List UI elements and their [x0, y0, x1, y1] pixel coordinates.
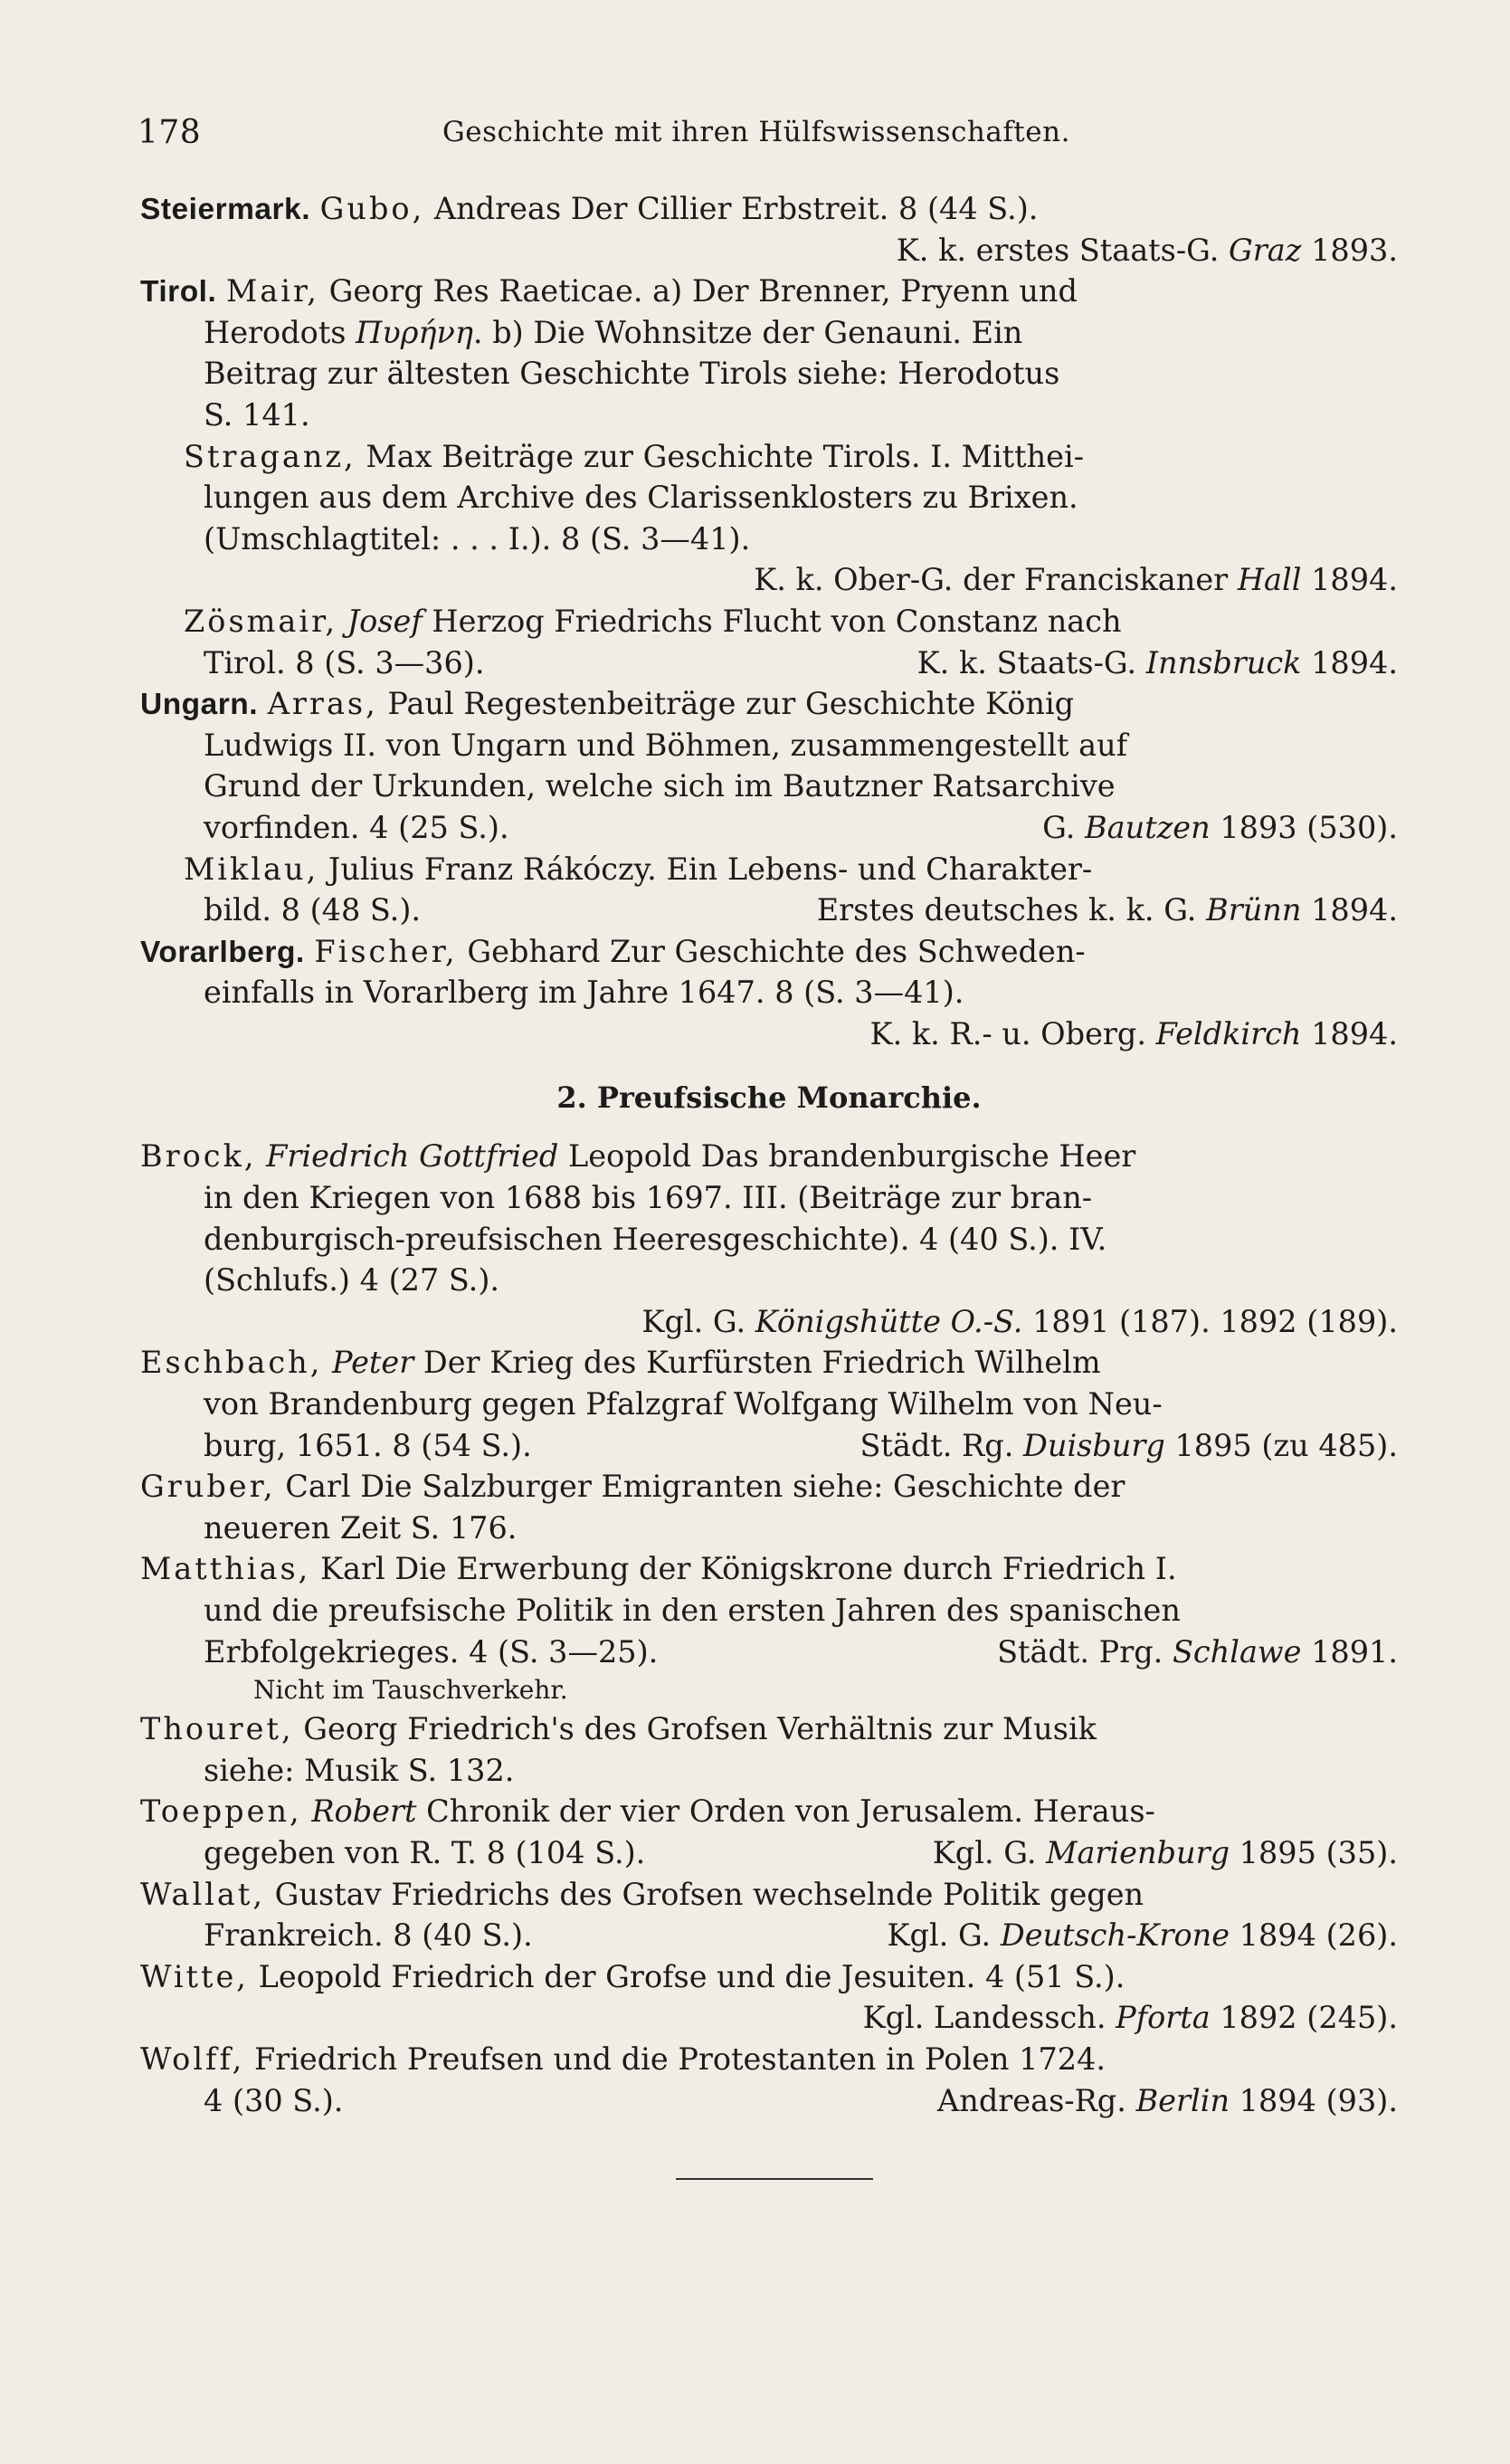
entry-text: Tirol. 8 (S. 3—36).	[204, 644, 485, 680]
entry-text: burg, 1651. 8 (54 S.).	[204, 1427, 532, 1463]
school-city: Schlawe	[1172, 1633, 1302, 1670]
entry-fischer	[140, 931, 1398, 1055]
entry-text: Max Beiträge zur Geschichte Tirols. I. Mitthei-	[356, 438, 1085, 474]
end-rule	[676, 2178, 873, 2180]
entry-text: von Brandenburg gegen Pfalzgraf Wolfgang Wilhelm von Neu-	[204, 1386, 1163, 1422]
year: 1894.	[1301, 644, 1398, 680]
entry-eschbach	[140, 1342, 1398, 1466]
school-name: Städt. Rg.	[859, 1427, 1024, 1463]
year: 1893.	[1301, 232, 1398, 268]
year: 1894.	[1301, 892, 1398, 928]
school-name: K. k. Staats-G.	[916, 644, 1146, 680]
entry-text: und die preufsische Politik in den ersten Jahren des spanischen	[204, 1593, 1181, 1628]
entry-text: Leopold Das brandenburgische Heer	[558, 1138, 1136, 1175]
entry-text: Chronik der vier Orden von Jerusalem. Heraus-	[416, 1793, 1155, 1830]
school-city: Bautzen	[1085, 809, 1211, 845]
entry-text: Georg Friedrich's des Grofsen Verhältnis zur Musik	[293, 1711, 1097, 1747]
entry-gubo	[140, 188, 1398, 271]
entry-text: Andreas Der Cillier Erbstreit. 8 (44 S.).	[424, 191, 1039, 226]
school-city: Berlin	[1135, 2082, 1230, 2118]
running-title: Geschichte mit ihren Hülfswissenschaften.	[442, 116, 1070, 148]
author-firstname: Robert	[301, 1793, 417, 1830]
note-text: Nicht im Tauschverkehr.	[253, 1675, 568, 1706]
entry-text: (Umschlagtitel: . . . I.). 8 (S. 3—41).	[204, 520, 751, 557]
region-heading: Steiermark.	[140, 193, 310, 226]
entry-text: Herzog Friedrichs Flucht von Constanz nach	[422, 603, 1122, 639]
entry-text: gegeben von R. T. 8 (104 S.).	[204, 1834, 646, 1870]
school-city: Duisburg	[1023, 1427, 1165, 1463]
entry-straganz	[140, 436, 1398, 601]
school-city: Feldkirch	[1155, 1015, 1302, 1051]
school-city: Hall	[1237, 562, 1302, 598]
year: 1891.	[1301, 1633, 1398, 1670]
entry-text: Friedrich Preufsen und die Protestanten in Polen 1724.	[244, 2041, 1106, 2077]
entry-text: einfalls in Vorarlberg im Jahre 1647. 8 (S. 3—41).	[204, 975, 964, 1011]
author-name: Fischer,	[314, 933, 458, 969]
author-name: Wallat,	[140, 1876, 266, 1912]
entry-text: Gebhard Zur Geschichte des Schweden-	[457, 933, 1086, 969]
section-heading: 2. Preufsische Monarchie.	[556, 1080, 982, 1116]
entry-matthias	[140, 1548, 1398, 1708]
school-name: Kgl. G.	[932, 1834, 1047, 1870]
author-name: Brock,	[140, 1138, 257, 1175]
school-city: Innsbruck	[1145, 644, 1302, 680]
entry-text: vorfinden. 4 (25 S.).	[204, 809, 509, 845]
entry-mair	[140, 271, 1398, 435]
entry-text: siehe: Musik S. 132.	[204, 1752, 515, 1788]
school-city: Königshütte O.-S.	[755, 1303, 1023, 1339]
author-firstname: Peter	[322, 1345, 414, 1381]
school-name: K. k. R.- u. Oberg.	[869, 1015, 1156, 1051]
entry-text: bild. 8 (48 S.).	[204, 892, 422, 928]
entry-brock	[140, 1136, 1398, 1342]
year: 1894 (26).	[1230, 1917, 1398, 1954]
entry-text: Paul Regestenbeiträge zur Geschichte König	[377, 686, 1075, 722]
school-city: Graz	[1229, 232, 1302, 268]
school-city: Pforta	[1116, 2000, 1211, 2036]
page-body	[140, 188, 1398, 2121]
entry-witte	[140, 1956, 1398, 2039]
entry-text: (Schlufs.) 4 (27 S.).	[204, 1262, 500, 1299]
entry-text: Leopold Friedrich der Grofse und die Jesuiten. 4 (51 S.).	[248, 1958, 1125, 1994]
school-name: G.	[1042, 809, 1086, 845]
author-name: Straganz,	[184, 438, 356, 474]
author-name: Gubo,	[319, 191, 425, 226]
author-name: Gruber,	[140, 1469, 276, 1505]
year: 1894.	[1301, 562, 1398, 598]
entry-toeppen	[140, 1791, 1398, 1873]
entry-thouret	[140, 1708, 1398, 1791]
entry-miklau	[140, 849, 1398, 931]
region-heading: Ungarn.	[140, 688, 259, 722]
year: 1891 (187). 1892 (189).	[1022, 1303, 1398, 1339]
school-name: Städt. Prg.	[997, 1633, 1173, 1670]
year: 1894 (93).	[1230, 2082, 1398, 2118]
entry-text: Erbfolgekrieges. 4 (S. 3—25).	[204, 1633, 659, 1670]
entry-text: Der Krieg des Kurfürsten Friedrich Wilhelm	[413, 1345, 1101, 1381]
school-name: Erstes deutsches k. k. G.	[816, 892, 1207, 928]
entry-zoesmair	[140, 601, 1398, 683]
author-name: Thouret,	[140, 1711, 294, 1747]
entry-text: neueren Zeit S. 176.	[204, 1509, 518, 1546]
greek-word: Πυρήνη	[356, 314, 473, 350]
author-name: Zösmair,	[184, 603, 338, 639]
entry-text: 4 (30 S.).	[204, 2082, 344, 2118]
year: 1895 (zu 485).	[1164, 1427, 1398, 1463]
entry-text: Herodots	[204, 314, 356, 350]
entry-text: Grund der Urkunden, welche sich im Bautzner Ratsarchive	[204, 768, 1116, 804]
author-firstname: Friedrich Gottfried	[256, 1138, 559, 1175]
author-name: Mair,	[225, 273, 319, 309]
year: 1892 (245).	[1210, 2000, 1398, 2036]
entry-text: lungen aus dem Archive des Clarissenklosters zu Brixen.	[204, 480, 1078, 516]
school-city: Deutsch-Krone	[1000, 1917, 1230, 1954]
author-name: Wolff,	[140, 2041, 245, 2077]
year: 1894.	[1301, 1015, 1398, 1051]
page-number: 178	[138, 114, 202, 151]
school-city: Marienburg	[1046, 1834, 1230, 1870]
author-name: Matthias,	[140, 1551, 311, 1587]
entry-text: Gustav Friedrichs des Grofsen wechselnde Politik gegen	[265, 1876, 1144, 1912]
entry-text: Ludwigs II. von Ungarn und Böhmen, zusammengestellt auf	[204, 727, 1128, 763]
entry-text: . b) Die Wohnsitze der Genauni. Ein	[472, 314, 1023, 350]
entry-wallat	[140, 1874, 1398, 1956]
author-name: Arras,	[267, 686, 378, 722]
entry-text: S. 141.	[204, 396, 310, 433]
entry-text: Georg Res Raeticae. a) Der Brenner, Pryenn und	[318, 273, 1078, 309]
entry-text: denburgisch-preufsischen Heeresgeschichte). 4 (40 S.). IV.	[204, 1221, 1107, 1257]
school-name: Andreas-Rg.	[937, 2082, 1136, 2118]
author-name: Toeppen,	[140, 1793, 302, 1830]
entry-arras	[140, 683, 1398, 848]
author-name: Witte,	[140, 1958, 249, 1994]
author-firstname: Josef	[337, 603, 423, 639]
author-name: Miklau,	[184, 851, 319, 887]
entry-wolff	[140, 2039, 1398, 2121]
entry-text: Beitrag zur ältesten Geschichte Tirols siehe: Herodotus	[204, 356, 1060, 392]
school-name: K. k. erstes Staats-G.	[896, 232, 1230, 268]
region-heading: Tirol.	[140, 275, 217, 309]
region-heading: Vorarlberg.	[140, 935, 305, 969]
school-name: K. k. Ober-G. der Franciskaner	[754, 562, 1238, 598]
entry-text: Julius Franz Rákóczy. Ein Lebens- und Charakter-	[318, 851, 1093, 887]
entry-text: Karl Die Erwerbung der Königskrone durch Friedrich I.	[310, 1551, 1177, 1587]
entry-text: in den Kriegen von 1688 bis 1697. III. (Beiträge zur bran-	[204, 1180, 1093, 1216]
school-city: Brünn	[1206, 892, 1302, 928]
entry-gruber	[140, 1466, 1398, 1548]
school-name: Kgl. Landessch.	[862, 2000, 1116, 2036]
year: 1895 (35).	[1230, 1834, 1398, 1870]
school-name: Kgl. G.	[887, 1917, 1001, 1954]
school-name: Kgl. G.	[641, 1303, 755, 1339]
year: 1893 (530).	[1210, 809, 1398, 845]
entry-text: Carl Die Salzburger Emigranten siehe: Geschichte der	[275, 1469, 1125, 1505]
entry-text: Frankreich. 8 (40 S.).	[204, 1917, 533, 1954]
author-name: Eschbach,	[140, 1345, 323, 1381]
